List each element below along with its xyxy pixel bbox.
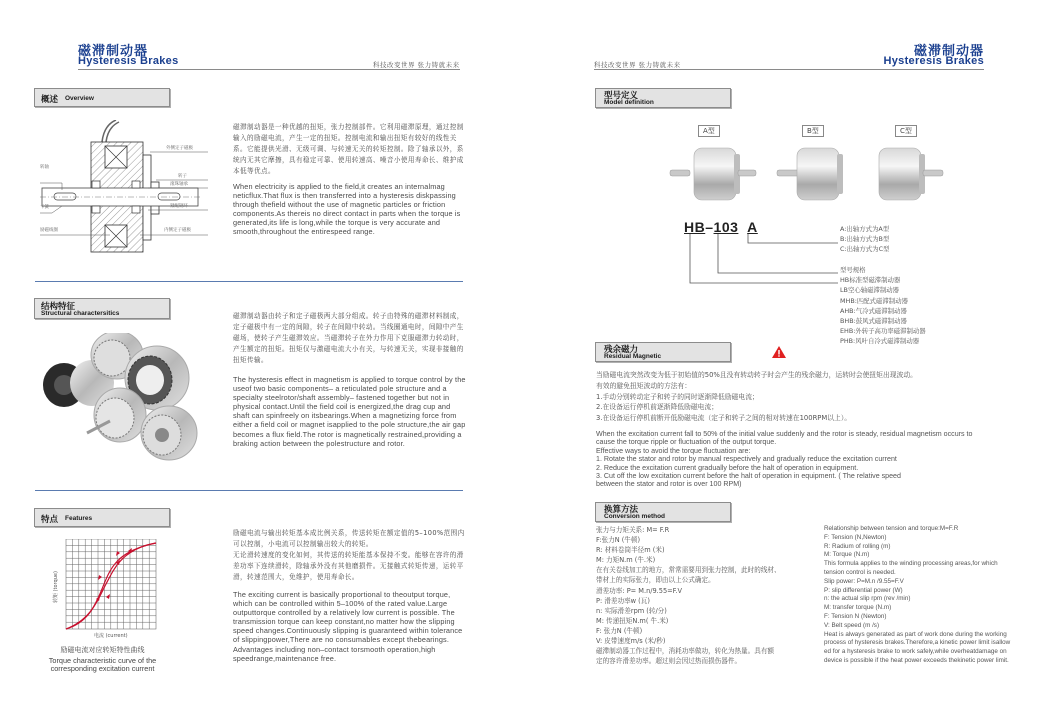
right-header-rule (594, 69, 984, 70)
diagram-label-steel-ring: 紧配钢环 (170, 204, 188, 209)
conversion-en-line: Relationship between tension and torque:M=F.R (824, 525, 959, 532)
right-header-slogan: 科技改变世界 张力铸就未来 (594, 61, 681, 69)
conversion-cn-line: 定的容许滑差功率。超过则会因过热而损伤器件。 (596, 657, 742, 666)
features-title-cn: 特点 (41, 515, 59, 525)
chart-caption-en-2: corresponding excitation current (50, 664, 155, 673)
conversion-en-line: M: transfer torque (N.m) (824, 604, 892, 612)
structure-title-cn: 结构特征 (41, 302, 76, 312)
section-header-residual (595, 342, 731, 362)
conversion-en-line: process of hysteresis brakes.Therefore,a kinetic power limit isallow (824, 639, 1011, 647)
overview-text-cn: 磁滞制动器是一种优越的扭矩，张力控制部件。它利用磁滞原理，通过控制输入的励磁电流，产生一定的扭矩。控制电流和输出扭矩有较好的线性关系。它能提供光滑、无级可调、与转速无关的转矩控制。除了轴承以外，系统内无其它摩擦，具有稳定可靠、使用转速高、噪音小使用寿命长、维护成本低等优点。 (233, 123, 464, 175)
conversion-title-en: Conversion method (604, 513, 666, 520)
type-label-a: A型 (698, 125, 720, 137)
chart-y-axis-label: 转矩 (torque) (53, 571, 59, 603)
conversion-cn-line: P: 滑差功率w (瓦) (596, 596, 650, 605)
model-code-dash: – (705, 219, 714, 235)
prefix-legend-ehb: EHB:外转子高功率磁滞制动器 (840, 327, 926, 336)
diagram-label-coil: 励磁线圈 (40, 228, 58, 233)
residual-title-en: Residual Magnetic (604, 353, 662, 360)
model-code-number: 103 (713, 219, 739, 235)
residual-en-line: Effective ways to avoid the torque fluctuation are: (596, 446, 751, 455)
conversion-cn-line: 磁滞制动器工作过程中，消耗功率做功，转化为热量。具有额 (596, 647, 775, 656)
conversion-cn-line: R: 材料卷筒半径m (米) (596, 546, 665, 555)
residual-en-line: cause the torque ripple or fluctuation of the output torque. (596, 438, 777, 447)
overview-text-en: When electricity is applied to the field,it creates an internalmag neticflux.That flux is then transferred into a hysteresis diskpassing through thefield without the use of magnetic particles or friction components.As thereis no direct contact in parts when the torque is generated,its life is long,while the torque is very accurate and smooth,throughout the entirespeed range. (233, 182, 461, 237)
left-header-slogan: 科技改变世界 张力铸就未来 (373, 61, 460, 69)
structure-text-cn: 磁滞制动器由转子和定子磁极两大部分组成。转子由特殊的磁滞材料制成，定子磁极中有一定的间隙，转子在间隙中转动。当线圈通电时，间隙中产生磁场，使转子产生磁滞效应。当磁滞转子在外力作用下克服磁滞力转动时，产生额定的扭矩。扭矩仅与激磁电流大小有关，与转速无关，实现非接触的扭矩传输。 (233, 312, 464, 364)
prefix-legend-mhb: MHB:匹配式磁滞制动器 (840, 296, 908, 305)
brake-type-a-image (668, 140, 758, 205)
brake-products-photo (42, 333, 207, 463)
prefix-legend-phb: PHB:风叶自冷式磁滞制动器 (840, 337, 920, 346)
diagram-label-ball-bearing: 滚珠轴承 (170, 182, 188, 187)
residual-en-line: 2. Reduce the excitation current gradually before the halt of operation in equipment. (596, 463, 859, 472)
suffix-legend-b: B:出轴方式为B型 (840, 235, 890, 244)
section-header-conversion (595, 502, 731, 522)
model-code-prefix: HB (684, 219, 706, 235)
number-legend (840, 265, 926, 347)
conversion-en-line: device is possible if the heat power exceeds thekinetic power limit. (824, 656, 1009, 664)
residual-text-en (596, 430, 972, 489)
conversion-cn-line: 张力与力矩关系: M= F.R (596, 526, 670, 534)
features-text-en-1: The exciting current is basically proportional to theoutput torque, which can be controlled within 5–100% of the rated value.Large outputtorque controlled by a relatively low current is possible. The transmission torque can keep constant,no matter how the slipping speed changes.Continuously slipping is guaranteed within tolerance of slippingpower,There are no consumables except thebearings. (233, 590, 463, 645)
chart-caption-cn: 励磁电流对应转矩特性曲线 (60, 646, 145, 654)
residual-text-cn (596, 370, 917, 424)
residual-cn-line: 3.在设备运行停机前断开低励磁电流（定子和转子之间的相对转速在100RPM以上）。 (596, 414, 852, 423)
conversion-cn-line: 滑差功率: P= M.n/9.55=F.V (596, 586, 683, 595)
features-text-en-2: Advantages including non–contact torsmooth operation,high speedrange,maintenance free. (233, 645, 436, 664)
left-header-title-cn: 磁滞制动器 (78, 44, 149, 59)
conversion-en-line: F: Tension (N,Newton) (824, 533, 887, 541)
right-header-title-cn: 磁滞制动器 (914, 44, 985, 59)
structure-text-en: The hysteresis effect in magnetism is applied to torque control by the useof two basic components– a reticulated pole structure and a specialty steelrotor/shaft assembly– fastened together but not in physical contact.Until the field coil is energized,the drag cup and shaft can spinfreely on itsbearings.When a magnetizing force from either a field coil or magnet isapplied to the pole structure,the air gap becomes a flux field.The rotor is magnetically restrained,providing a braking action between the polestructure and rotor. (233, 375, 466, 448)
diagram-label-circlip: 卡簧 (40, 205, 49, 210)
overview-title-cn: 概述 (41, 95, 59, 105)
chart-caption-en-1: Torque characteristic curve of the (48, 656, 157, 665)
features-title-en: Features (65, 515, 93, 522)
conversion-cn-line: M: 力矩N.m (牛.米) (596, 556, 656, 565)
conversion-en-line: This formula applies to the winding processing areas,for which (824, 560, 998, 568)
torque-curve-chart (62, 539, 162, 631)
prefix-legend-lb: LB空心轴磁滞制动器 (840, 286, 900, 295)
section-header-features (34, 508, 170, 527)
conversion-cn-line: 在有关卷线加工的地方，常常需要用到张力控制，此时的线材、 (596, 566, 781, 575)
diagram-label-shaft: 转轴 (40, 165, 49, 170)
conversion-cn-line: F: 张力N (牛顿) (596, 626, 643, 635)
residual-en-line: between the stator and rotor is over 100 RPM) (596, 480, 742, 489)
conversion-en-line: tension control is needed. (824, 568, 896, 576)
diagram-label-inner-stator: 内侧定子磁极 (164, 228, 191, 233)
model-title-en: Model definition (604, 99, 654, 106)
right-header-title-en: Hysteresis Brakes (883, 55, 984, 67)
number-legend-text: 型号规格 (840, 266, 866, 274)
conversion-cn-line: V: 皮带速度m/s (米/秒) (596, 637, 666, 646)
conversion-title-cn: 换算方法 (604, 505, 639, 515)
residual-cn-line: 1.手动分别转动定子和转子的同时逐渐降低励磁电流； (596, 392, 759, 401)
conversion-en-line: ed for a hysteresis brake to work safely,while overheatdamage on (824, 648, 1007, 656)
diagram-label-outer-stator: 外侧定子磁极 (166, 146, 193, 151)
suffix-legend (840, 224, 889, 255)
warning-icon (772, 346, 786, 358)
conversion-text-cn (596, 525, 781, 666)
structure-title-en: Structural charactersitics (41, 310, 120, 317)
residual-en-line: 3. Cut off the low excitation current before the halt of operation in equipment. ( The relative speed (596, 472, 901, 481)
residual-cn-line: 当励磁电流突然改变为低于初始值的50%且没有转动转子时会产生的残余磁力，运转时会使扭矩出现波动。 (596, 371, 917, 379)
conversion-en-line: V: Belt speed (m /s) (824, 621, 880, 629)
model-code-leader-lines (680, 234, 840, 319)
chart-x-axis-label: 电流 (current) (94, 633, 128, 639)
conversion-en-line: n: the actual slip rpm (rev /min) (824, 595, 911, 603)
diagram-label-rotor: 转子 (178, 174, 187, 179)
section-header-overview (34, 88, 170, 107)
conversion-en-line: M: Torque (N.m) (824, 551, 870, 559)
features-text-cn-1: 励磁电流与输出转矩基本成比例关系，传送转矩在额定值的5–100%范围内可以控制，小电流可以控制输出较大的转矩。 (233, 529, 465, 548)
conversion-en-line: F: Tension N (Newton) (824, 612, 887, 620)
brake-type-c-image (875, 140, 965, 205)
type-label-b: B型 (802, 125, 824, 137)
conversion-cn-line: M: 传递扭矩N.m( 牛.米) (596, 616, 669, 625)
left-header-title-en: Hysteresis Brakes (78, 55, 179, 67)
overview-title-en: Overview (65, 95, 94, 102)
residual-title-cn: 残余磁力 (604, 345, 639, 355)
residual-cn-line: 2.在设备运行停机前逐渐降低励磁电流； (596, 403, 719, 412)
suffix-legend-a: A:出轴方式为A型 (840, 225, 890, 233)
suffix-legend-c: C:出轴方式为C型 (840, 245, 890, 254)
conversion-en-line: R: Radium of rolling (m) (824, 542, 891, 550)
brake-type-b-image (775, 140, 865, 205)
model-code (684, 219, 758, 235)
section-divider (35, 281, 463, 282)
conversion-text-en (824, 525, 1010, 666)
conversion-cn-line: n: 实际滑差rpm (转/分) (596, 606, 667, 615)
brake-cross-section-diagram (40, 120, 210, 260)
prefix-legend-ahb: AHB:气冷式磁滞制动器 (840, 306, 907, 315)
features-text-cn-2: 无论滑转速度的变化如何，其传送的转矩能基本保持不变。能够在容许的滑差功率下连续滑转，除轴承外没有其他磨损件。无接触式转矩传递，运转平滑，转速范围大，免维护，使用寿命长。 (233, 551, 464, 581)
conversion-en-line: Slip power: P=M.n /9.55=F.V (824, 577, 904, 585)
residual-en-line: When the excitation current fall to 50% of the initial value suddenly and the rotor is steady, residual magnetism occurs to (596, 430, 973, 438)
residual-cn-line: 有效的避免扭矩波动的方法有： (596, 381, 692, 390)
type-label-c: C型 (895, 125, 917, 137)
prefix-legend-hb: HB标准型磁滞制动器 (840, 276, 901, 285)
model-code-suffix: A (747, 219, 758, 235)
model-title-cn: 型号定义 (604, 91, 639, 101)
left-header-rule (78, 69, 460, 70)
section-header-model-definition (595, 88, 731, 108)
conversion-en-line: P: slip differential power (W) (824, 586, 903, 594)
residual-en-line: 1. Rotate the stator and rotor by manual respectively and gradually reduce the excitation current (596, 455, 897, 464)
section-header-structure (34, 298, 170, 319)
section-divider (35, 490, 463, 491)
conversion-cn-line: F:张力N (牛顿) (596, 536, 641, 545)
prefix-legend-bhb: BHB:鼓风式磁滞制动器 (840, 317, 907, 326)
conversion-en-line: Heat is always generated as part of work done during the working (824, 630, 1007, 638)
conversion-cn-line: 带材上的实际张力，即由以上公式确定。 (596, 576, 715, 585)
